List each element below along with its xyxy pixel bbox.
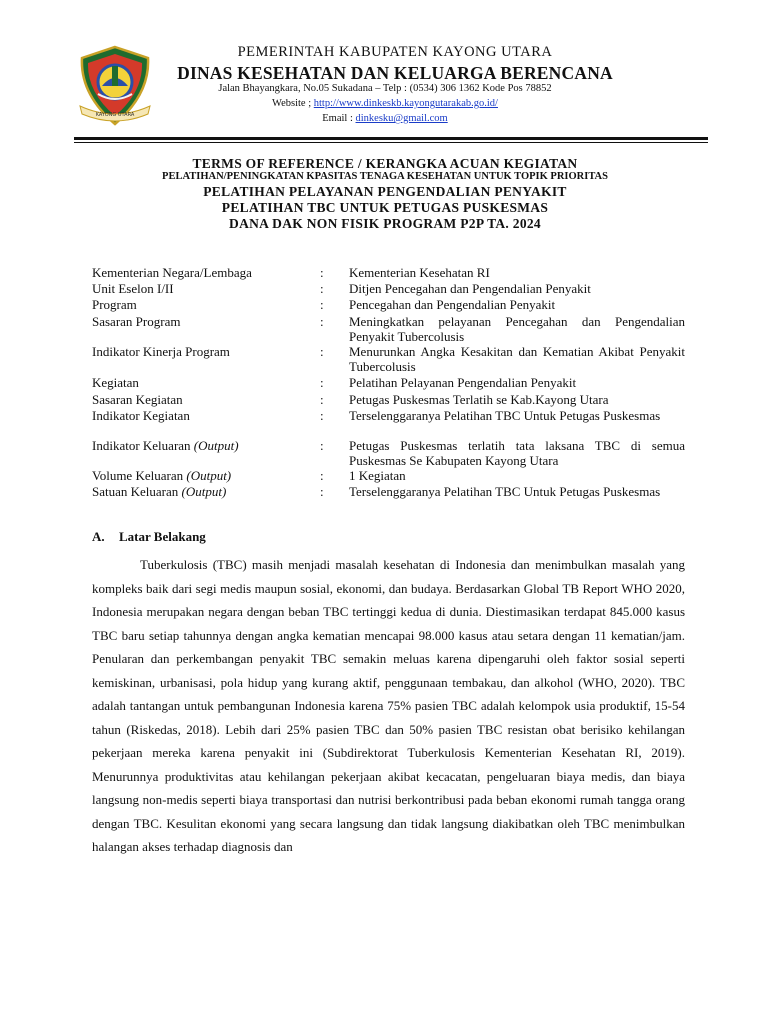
detail-colon: : <box>320 265 324 280</box>
detail-value: 1 Kegiatan <box>349 468 406 483</box>
office-address: Jalan Bhayangkara, No.05 Sukadana – Telp : (0534) 306 1362 Kode Pos 78852 <box>218 83 552 94</box>
detail-key: Sasaran Program <box>92 314 181 329</box>
detail-value: Petugas Puskesmas Terlatih se Kab.Kayong Utara <box>349 392 609 407</box>
detail-key: Kegiatan <box>92 375 139 390</box>
detail-value: Terselenggaranya Pelatihan TBC Untuk Petugas Puskesmas <box>349 484 661 499</box>
detail-colon: : <box>320 297 324 312</box>
website-link[interactable]: http://www.dinkeskb.kayongutarakab.go.id/ <box>313 98 498 109</box>
detail-colon: : <box>320 484 324 499</box>
detail-value: Meningkatkan pelayanan Pencegahan dan Pengendalian Penyakit Tubercolusis <box>349 314 685 344</box>
document-title-line4: PELATIHAN TBC UNTUK PETUGAS PUSKESMAS <box>221 200 549 215</box>
svg-text:KAYONG UTARA: KAYONG UTARA <box>95 112 135 118</box>
website-label: Website ; <box>272 98 314 109</box>
detail-key: Unit Eselon I/II <box>92 281 174 296</box>
document-title: TERMS OF REFERENCE / KERANGKA ACUAN KEGIATAN <box>192 156 578 171</box>
email-label: Email : <box>322 113 356 124</box>
detail-value: Kementerian Kesehatan RI <box>349 265 490 280</box>
kayong-utara-crest-logo <box>76 44 154 128</box>
email-link[interactable]: dinkesku@gmail.com <box>355 113 448 124</box>
letterhead-divider-thin <box>74 142 708 143</box>
detail-value: Menurunkan Angka Kesakitan dan Kematian Akibat Penyakit Tubercolusis <box>349 344 685 374</box>
detail-key: Satuan Keluaran (Output) <box>92 484 227 499</box>
detail-key: Volume Keluaran (Output) <box>92 468 232 483</box>
detail-key: Sasaran Kegiatan <box>92 392 183 407</box>
section-title: Latar Belakang <box>119 529 206 544</box>
detail-colon: : <box>320 408 324 423</box>
section-paragraph: Tuberkulosis (TBC) masih menjadi masalah kesehatan di Indonesia dan menimbulkan masalah yang kompleks baik dari segi medis maupun sosial, ekonomi, dan budaya. Berdasarkan Global TB Report WHO 2020, Indonesia merupakan negara dengan beban TBC tertinggi kedua di dunia. Diestimasikan terdapat 845.000 kasus TBC baru setiap tahunnya dengan angka kematian mencapai 98.000 kasus atau setara dengan 11 kematian/jam. Penularan dan perkembangan penyakit TBC semakin meluas karena dipengaruhi oleh faktor sosial seperti kemiskinan, urbanisasi, pola hidup yang kurang aktif, penggunaan tembakau, dan alkohol (WHO, 2020). TBC adalah tantangan untuk pembangunan Indonesia karena 75% pasien TBC adalah kelompok usia produktif, 15-54 tahun (Riskedas, 2018). Lebih dari 25% pasien TBC dan 50% pasien TBC resistan obat berisiko kehilangan pekerjaan mereka karena penyakit ini (Subdirektorat Tuberkulosis Kementerian Kesehatan RI, 2019). Menurunnya produktivitas atau kehilangan pekerjaan akibat kecacatan, pengeluaran biaya medis, dan biaya langsung non-medis seperti biaya transportasi dan nutrisi berkontribusi pada beban ekonomi rumah tangga orang dengan TBC. Kesulitan ekonomi yang secara langsung dan tidak langsung diakibatkan oleh TBC menimbulkan halangan akses terhadap diagnosis dan <box>92 557 685 854</box>
detail-colon: : <box>320 438 324 453</box>
detail-key: Indikator Kinerja Program <box>92 344 230 359</box>
detail-value: Ditjen Pencegahan dan Pengendalian Penyakit <box>349 281 591 296</box>
detail-colon: : <box>320 281 324 296</box>
website-line <box>160 98 610 109</box>
detail-key: Indikator Keluaran (Output) <box>92 438 239 453</box>
detail-colon: : <box>320 314 324 329</box>
section-label: A. <box>92 529 105 544</box>
letterhead-divider-thick <box>74 137 708 140</box>
detail-value: Petugas Puskesmas terlatih tata laksana TBC di semua Puskesmas Se Kabupaten Kayong Utara <box>349 438 685 468</box>
detail-colon: : <box>320 392 324 407</box>
document-title-line5: DANA DAK NON FISIK PROGRAM P2P TA. 2024 <box>229 216 541 231</box>
section-heading <box>92 529 206 545</box>
detail-colon: : <box>320 468 324 483</box>
detail-value: Pencegahan dan Pengendalian Penyakit <box>349 297 556 312</box>
document-subtitle: PELATIHAN/PENINGKATAN KPASITAS TENAGA KESEHATAN UNTUK TOPIK PRIORITAS <box>162 171 608 182</box>
detail-value: Pelatihan Pelayanan Pengendalian Penyakit <box>349 375 577 390</box>
detail-key: Kementerian Negara/Lembaga <box>92 265 252 280</box>
email-line <box>160 113 610 124</box>
detail-value: Terselenggaranya Pelatihan TBC Untuk Petugas Puskesmas <box>349 408 661 423</box>
detail-key: Program <box>92 297 137 312</box>
detail-colon: : <box>320 344 324 359</box>
detail-key: Indikator Kegiatan <box>92 408 190 423</box>
government-name: PEMERINTAH KABUPATEN KAYONG UTARA <box>237 44 553 60</box>
document-title-line3: PELATIHAN PELAYANAN PENGENDALIAN PENYAKIT <box>203 184 567 199</box>
detail-colon: : <box>320 375 324 390</box>
office-name: DINAS KESEHATAN DAN KELUARGA BERENCANA <box>177 63 613 83</box>
